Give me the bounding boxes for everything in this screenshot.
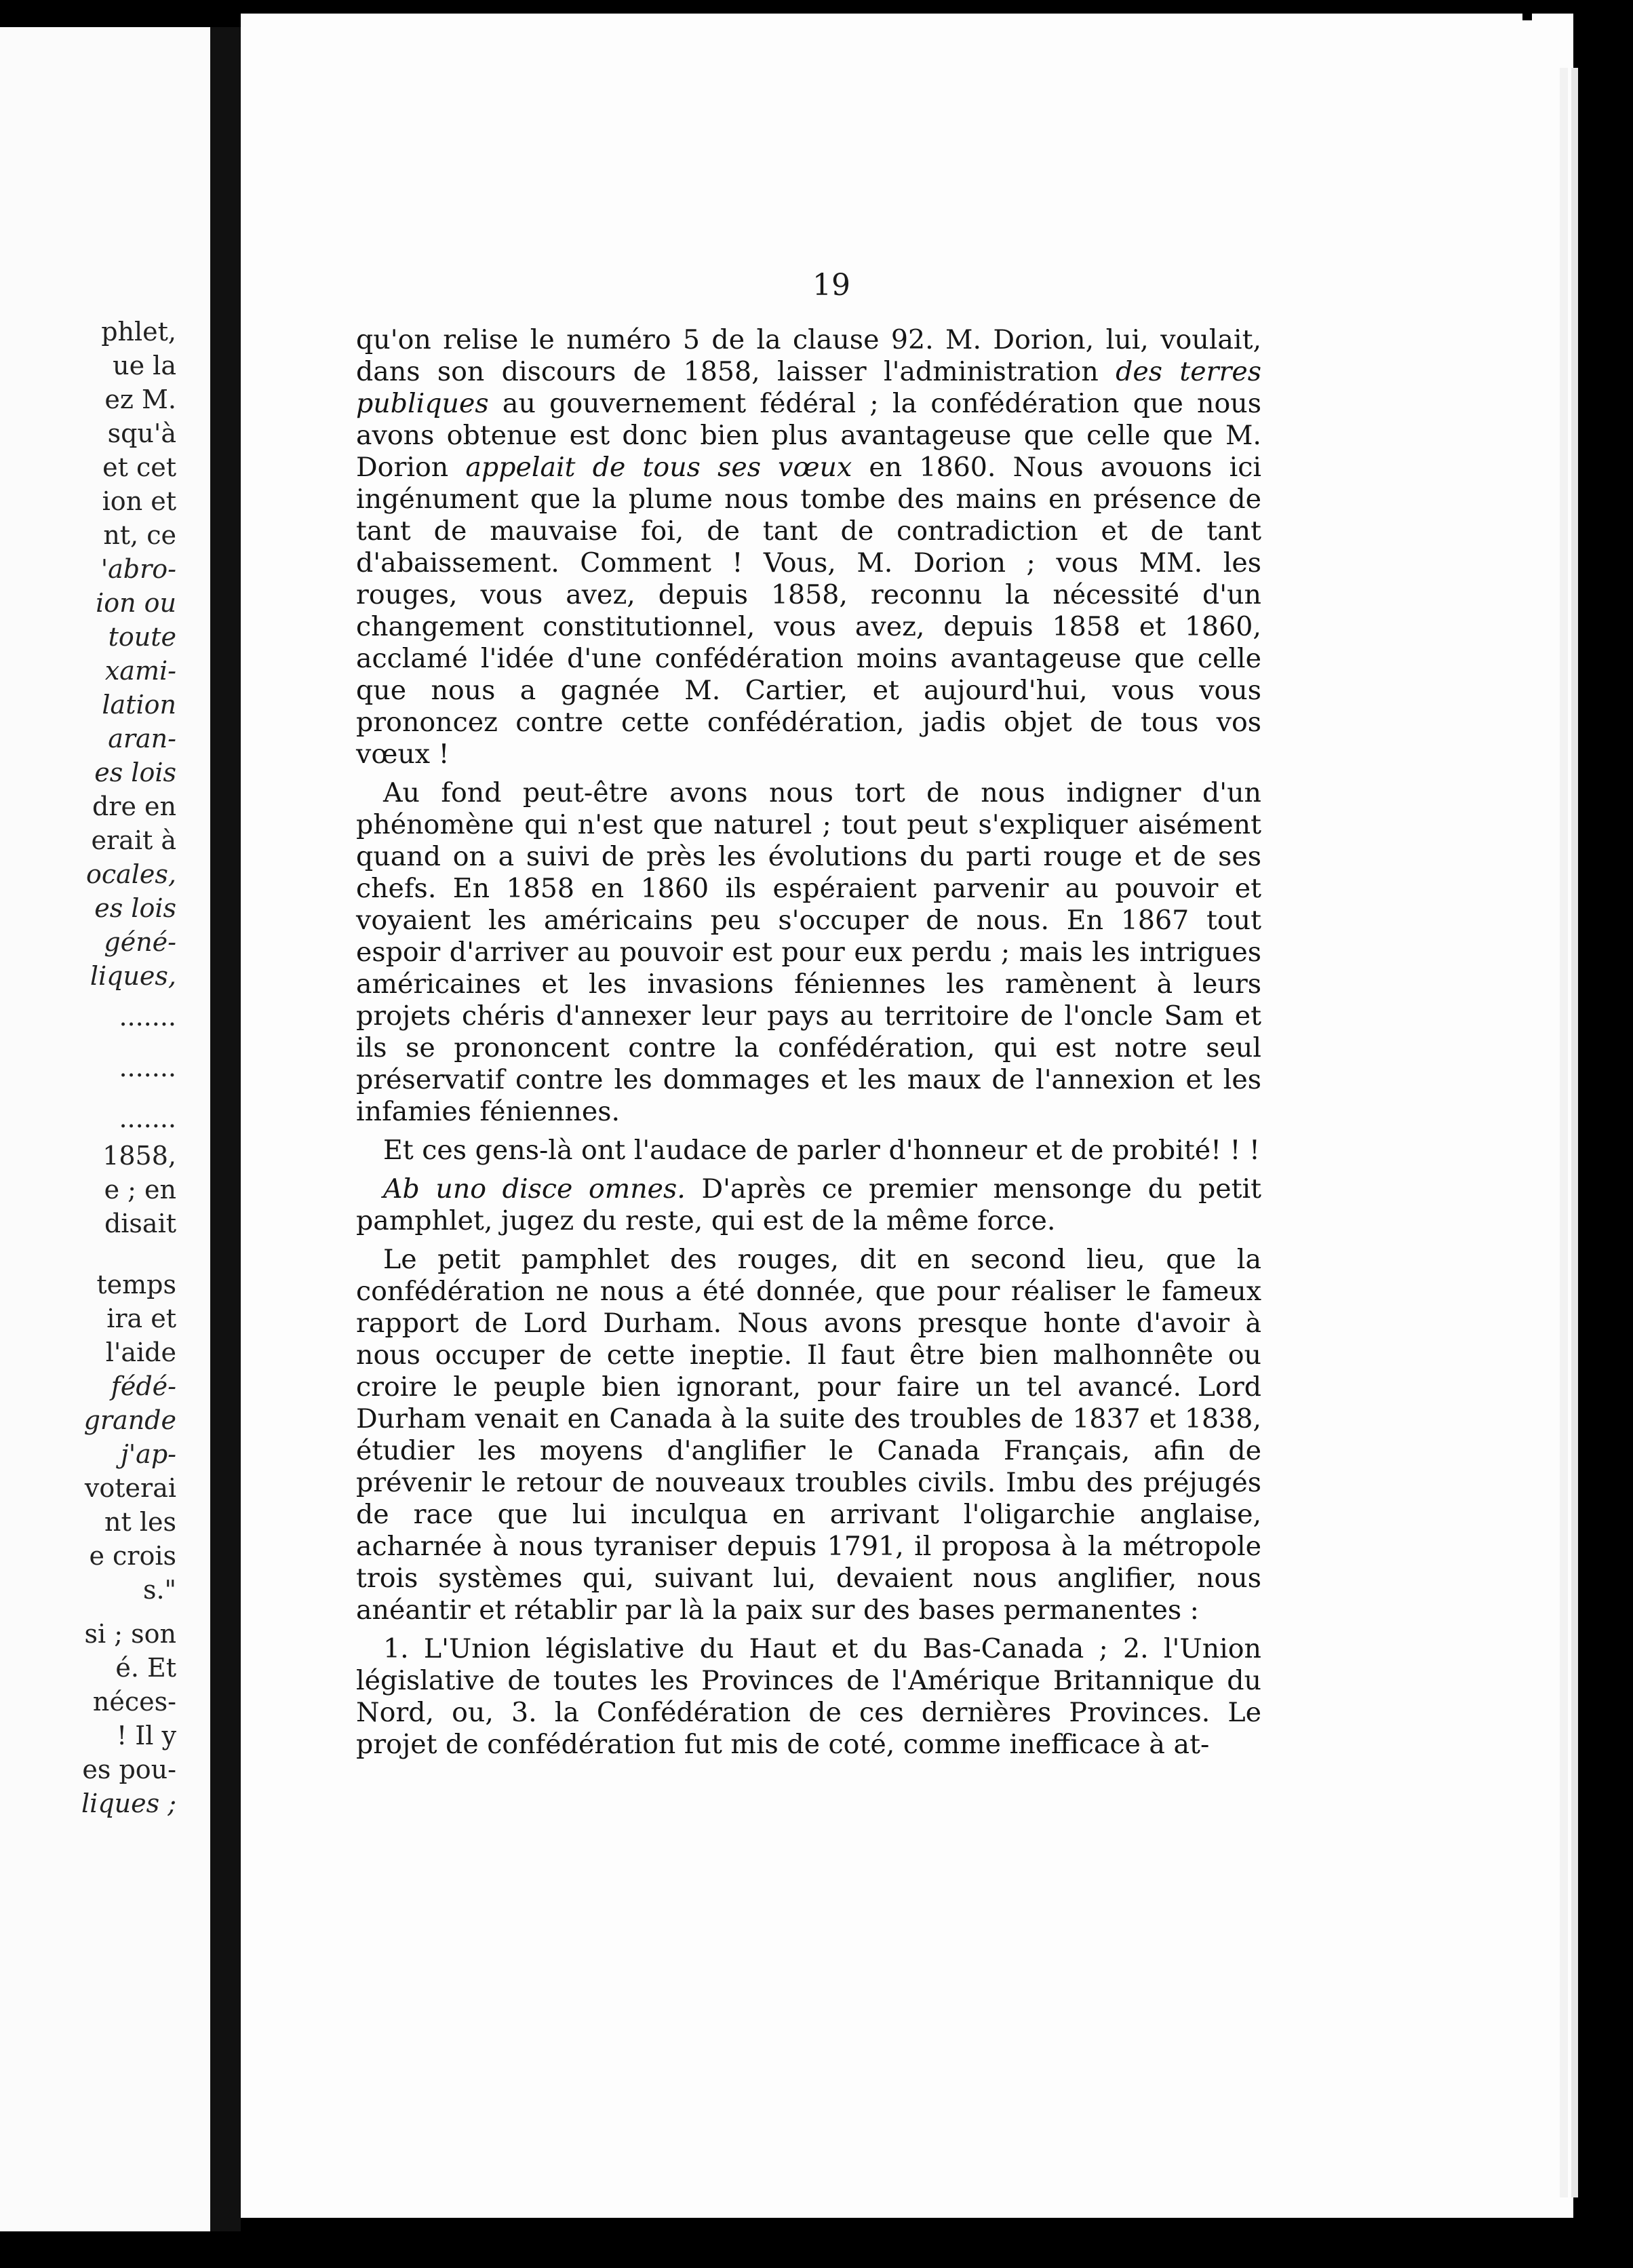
- previous-page-line: nt les: [104, 1507, 176, 1537]
- paragraph: [356, 324, 1261, 770]
- scan-corner-mark: [1522, 0, 1532, 20]
- previous-page-line: xami-: [104, 656, 176, 686]
- previous-page-line: e ; en: [104, 1175, 176, 1205]
- previous-page-line: ira et: [106, 1304, 176, 1333]
- text-segment: en 1860. Nous avouons ici ingénument que la plume nous tombe des mains en présence de tant de mauvaise foi, de tant de contradiction et de tant d'abaissement. Comment ! Vous, M. Dorion ; vous MM. les rouges, vous avez, depuis 1858, reconnu la nécessité d'un changement constitutionnel, vous avez, depuis 1858 et 1860, acclamé l'idée d'une confédération moins avantageuse que celle que nous a gagnée M. Cartier, et aujourd'hui, vous vous prononcez contre cette confédération, jadis objet de tous vos vœux !: [356, 452, 1261, 770]
- text-segment: Le petit pamphlet des rouges, dit en second lieu, que la confédération ne nous a été donnée, que pour réaliser le fameux rapport de Lord Durham. Nous avons presque honte d'avoir à nous occuper de cette ineptie. Il faut être bien malhonnête ou croire le peuple bien ignorant, pour faire un tel avancé. Lord Durham venait en Canada à la suite des troubles de 1837 et 1838, étudier les moyens d'anglifier le Canada Français, afin de prévenir le retour de nouveaux troubles civils. Imbu des préjugés de race que lui inculqua en arrivant l'oligarchie anglaise, acharnée à nous tyraniser depuis 1791, il proposa à la métropole trois systèmes qui, suivant lui, devaient nous anglifier, nous anéantir et rétablir par là la paix sur des bases permanentes :: [356, 1244, 1261, 1626]
- text-segment: Au fond peut-être avons nous tort de nous indigner d'un phénomène qui n'est que naturel ; tout peut s'expliquer aisément quand on a suivi de près les évolutions du parti rouge et de ses chefs. En 1858 en 1860 ils espéraient parvenir au pouvoir et voyaient les américains peu s'occuper de nous. En 1867 tout espoir d'arriver au pouvoir est pour eux perdu ; mais les intrigues américaines et les invasions féniennes les ramènent à leurs projets chéris d'annexer leur pays au territoire de l'oncle Sam et ils se prononcent contre la confédération, qui est notre seul préservatif contre les dommages et les maux de l'annexion et les infamies féniennes.: [356, 777, 1261, 1127]
- previous-page-line: liques ;: [81, 1788, 176, 1818]
- previous-page-line: fédé-: [111, 1371, 176, 1401]
- previous-page-line: ion ou: [96, 588, 176, 618]
- paragraph: [356, 1173, 1261, 1237]
- previous-page-line: aran-: [108, 724, 176, 754]
- italic-text-segment: Ab uno disce omnes.: [383, 1173, 686, 1205]
- previous-page-line: lation: [102, 690, 176, 720]
- previous-page-line: .......: [119, 1103, 176, 1133]
- previous-page-line: disait: [104, 1209, 176, 1238]
- previous-page-line: ! Il y: [116, 1721, 176, 1751]
- paragraph: [356, 1135, 1261, 1167]
- italic-text-segment: appelait de tous ses vœux: [465, 452, 852, 483]
- previous-page-line: géné-: [104, 927, 176, 957]
- previous-page-line: toute: [108, 622, 176, 652]
- paragraph: [356, 1633, 1261, 1761]
- previous-page-line: dre en: [92, 791, 176, 821]
- previous-page-line: erait à: [91, 825, 176, 855]
- text-segment: qu'on relise le numéro 5 de la clause 92. M. Dorion, lui, voulait, dans son discours de 1858, laisser l'administration: [356, 324, 1261, 387]
- previous-page-line: 'abro-: [100, 554, 176, 584]
- page-number: 19: [812, 268, 850, 302]
- body-text: [356, 324, 1261, 1767]
- previous-page-line: e crois: [89, 1541, 176, 1571]
- previous-page-line: grande: [83, 1405, 176, 1435]
- previous-page-line: si ; son: [84, 1619, 176, 1649]
- text-segment: Et ces gens-là ont l'audace de parler d'honneur et de probité! ! !: [383, 1135, 1260, 1166]
- page-edge: [1560, 68, 1568, 2197]
- previous-page-line: es pou-: [82, 1755, 176, 1784]
- text-segment: au gouvernement fédéral ; la confédération que nous avons obtenue est donc bien plus avantageuse que celle que M. Dorion: [356, 388, 1261, 483]
- previous-page-line: é. Et: [115, 1653, 176, 1683]
- previous-page-line: es lois: [94, 893, 176, 923]
- previous-page-line: et cet: [102, 452, 176, 482]
- previous-page-line: ocales,: [85, 859, 176, 889]
- previous-page-line: temps: [96, 1270, 176, 1299]
- previous-page-line: voterai: [84, 1473, 176, 1503]
- previous-page-line: nt, ce: [103, 520, 176, 550]
- book-gutter: [210, 27, 241, 2231]
- previous-page-line: .......: [119, 1053, 176, 1082]
- previous-page-line: squ'à: [107, 418, 176, 448]
- previous-page-line: phlet,: [101, 317, 176, 347]
- page-edge: [1571, 68, 1578, 2197]
- text-segment: D'après ce premier mensonge du petit pamphlet, jugez du reste, qui est de la même force.: [356, 1173, 1261, 1236]
- previous-page-line: ue la: [113, 351, 176, 380]
- previous-page-line: l'aide: [105, 1337, 176, 1367]
- italic-text-segment: des terres publiques: [356, 356, 1262, 419]
- previous-page-line: néces-: [92, 1687, 176, 1717]
- previous-page-line: s.": [142, 1575, 176, 1605]
- paragraph: [356, 1244, 1261, 1626]
- paragraph: [356, 777, 1261, 1128]
- previous-page-line: j'ap-: [120, 1439, 176, 1469]
- previous-page-line: 1858,: [102, 1141, 176, 1171]
- previous-page-fragment: [0, 27, 210, 2231]
- previous-page-line: .......: [119, 1002, 176, 1032]
- previous-page-line: liques,: [90, 961, 176, 991]
- text-segment: 1. L'Union législative du Haut et du Bas-Canada ; 2. l'Union législative de toutes les Provinces de l'Amérique Britannique du Nord, ou, 3. la Confédération de ces dernières Provinces. Le projet de confédération fut mis de coté, comme inefficace à at-: [356, 1633, 1261, 1760]
- previous-page-line: es lois: [94, 758, 176, 787]
- previous-page-line: ez M.: [104, 385, 176, 414]
- previous-page-line: ion et: [102, 486, 176, 516]
